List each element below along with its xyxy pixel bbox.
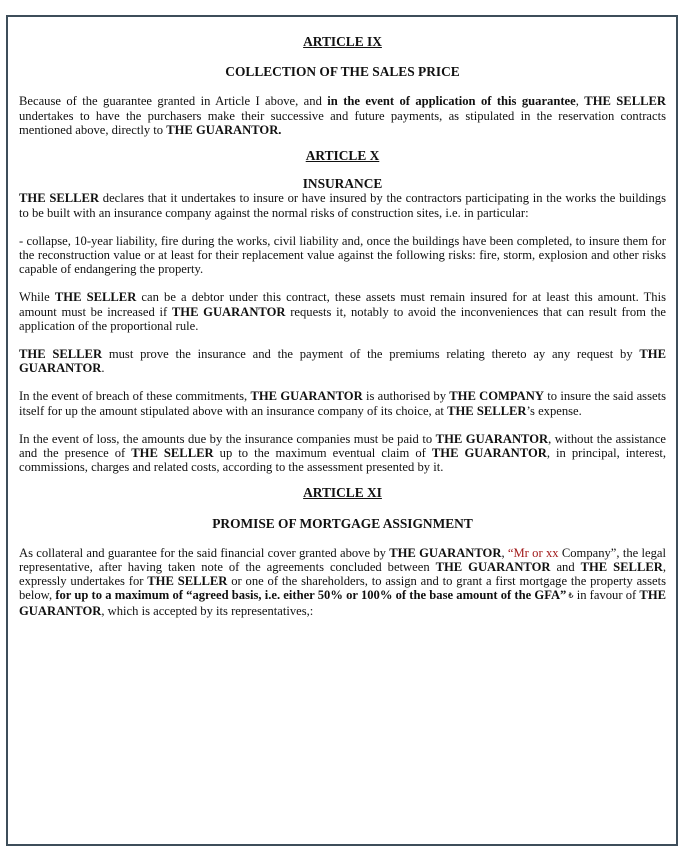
paragraph: [19, 234, 666, 277]
bold-text: THE SELLER: [54, 290, 137, 305]
bold-text: THE GUARANTOR: [171, 304, 286, 319]
article-10-subtitle: INSURANCE: [302, 176, 383, 192]
paragraph: [19, 546, 666, 618]
bold-text: THE GUARANTOR: [431, 446, 547, 461]
paragraph: [19, 389, 666, 417]
bold-text: THE GUARANTOR: [389, 545, 502, 560]
text-run: requests it, notably to avoid the inconveniences that can result from the application of the proportional rule.: [19, 304, 667, 333]
text-run: , without the assistance and the presence of: [19, 431, 666, 461]
bold-text: THE GUARANTOR: [250, 389, 363, 404]
bold-text: THE SELLER: [19, 191, 100, 206]
article-10-title: ARTICLE X: [305, 148, 380, 164]
article-11-subtitle: PROMISE OF MORTGAGE ASSIGNMENT: [212, 515, 473, 531]
text-run: ,: [501, 545, 508, 560]
bold-text: THE GUARANTOR: [435, 431, 549, 446]
bold-text: THE SELLER: [131, 446, 214, 461]
paragraph: [19, 191, 666, 219]
text-run: in favour of: [573, 588, 640, 603]
text-run: declares that it undertakes to insure or have insured by the contractors participating in the works the buildings to be built with an insurance company against the normal risks of construction sites, i.e. in particular:: [19, 191, 666, 220]
document-content: [8, 17, 676, 618]
text-run: .: [101, 361, 105, 376]
bold-text: THE SELLER: [584, 94, 666, 109]
bold-text: THE SELLER: [580, 560, 663, 575]
paragraph: [19, 347, 666, 375]
text-run: , which is accepted by its representatives,:: [101, 603, 314, 618]
symbol-mark: ₺: [566, 591, 574, 601]
text-run: up to the maximum eventual claim of: [213, 446, 432, 461]
text-run: In the event of breach of these commitments,: [19, 389, 251, 404]
text-run: is authorised by: [362, 389, 450, 404]
text-run: and: [550, 560, 581, 575]
article-9-subtitle: COLLECTION OF THE SALES PRICE: [225, 64, 460, 80]
paragraph: [19, 94, 666, 137]
text-run: or one of the shareholders, to assign and to grant a first mortgage the property assets below,: [19, 574, 666, 603]
bold-text: THE GUARANTOR: [435, 560, 551, 575]
placeholder-text: “Mr or xx: [507, 545, 559, 560]
text-run: ,: [575, 94, 585, 109]
text-run: While: [19, 290, 55, 305]
bold-text: THE SELLER: [447, 403, 527, 418]
text-run: Because of the guarantee granted in Article I above, and: [19, 94, 328, 109]
bold-text: THE GUARANTOR: [19, 588, 667, 618]
bold-text: THE SELLER: [19, 347, 103, 362]
bold-text: in the event of application of this guarantee: [327, 94, 576, 109]
paragraph: [19, 290, 666, 333]
text-run: undertakes to have the purchasers make their successive and future payments, as stipulated in the reservation contracts mentioned above, directly to: [19, 108, 666, 137]
text-run: must prove the insurance and the payment of the premiums relating thereto ay any request by: [102, 347, 640, 362]
text-run: - collapse, 10-year liability, fire during the works, civil liability and, once the buildings have been completed, to insure them for the reconstruction value or at least for their replacement value against the following risks: fire, storm, explosion and other risks capable of endangering the property.: [19, 233, 666, 277]
bold-text: THE GUARANTOR: [19, 347, 666, 376]
bold-text: THE SELLER: [147, 574, 228, 589]
paragraph: [19, 432, 666, 475]
bold-text: THE GUARANTOR.: [166, 122, 282, 137]
text-run: can be a debtor under this contract, these assets must remain insured for at least this amount. This amount must be increased if: [19, 290, 667, 319]
text-run: In the event of loss, the amounts due by the insurance companies must be paid to: [19, 431, 436, 446]
bold-text: THE COMPANY: [449, 389, 544, 404]
article-11-title: ARTICLE XI: [303, 485, 382, 501]
text-run: , expressly undertakes for: [19, 560, 667, 589]
document-page: [6, 15, 678, 846]
text-run: Company”, the legal representative, after having taken note of the agreements concluded between: [19, 545, 666, 575]
article-9-title: ARTICLE IX: [303, 34, 382, 49]
text-run: , in principal, interest, commissions, charges and related costs, according to the assessment presented by it.: [19, 446, 667, 475]
bold-text: for up to a maximum of “agreed basis, i.e. either 50% or 100% of the base amount of the GFA”: [55, 588, 567, 603]
text-run: As collateral and guarantee for the said financial cover granted above by: [19, 545, 390, 560]
text-run: to insure the said assets itself for up the amount stipulated above with an insurance company of its choice, at: [19, 389, 666, 418]
text-run: ’s expense.: [526, 403, 582, 418]
